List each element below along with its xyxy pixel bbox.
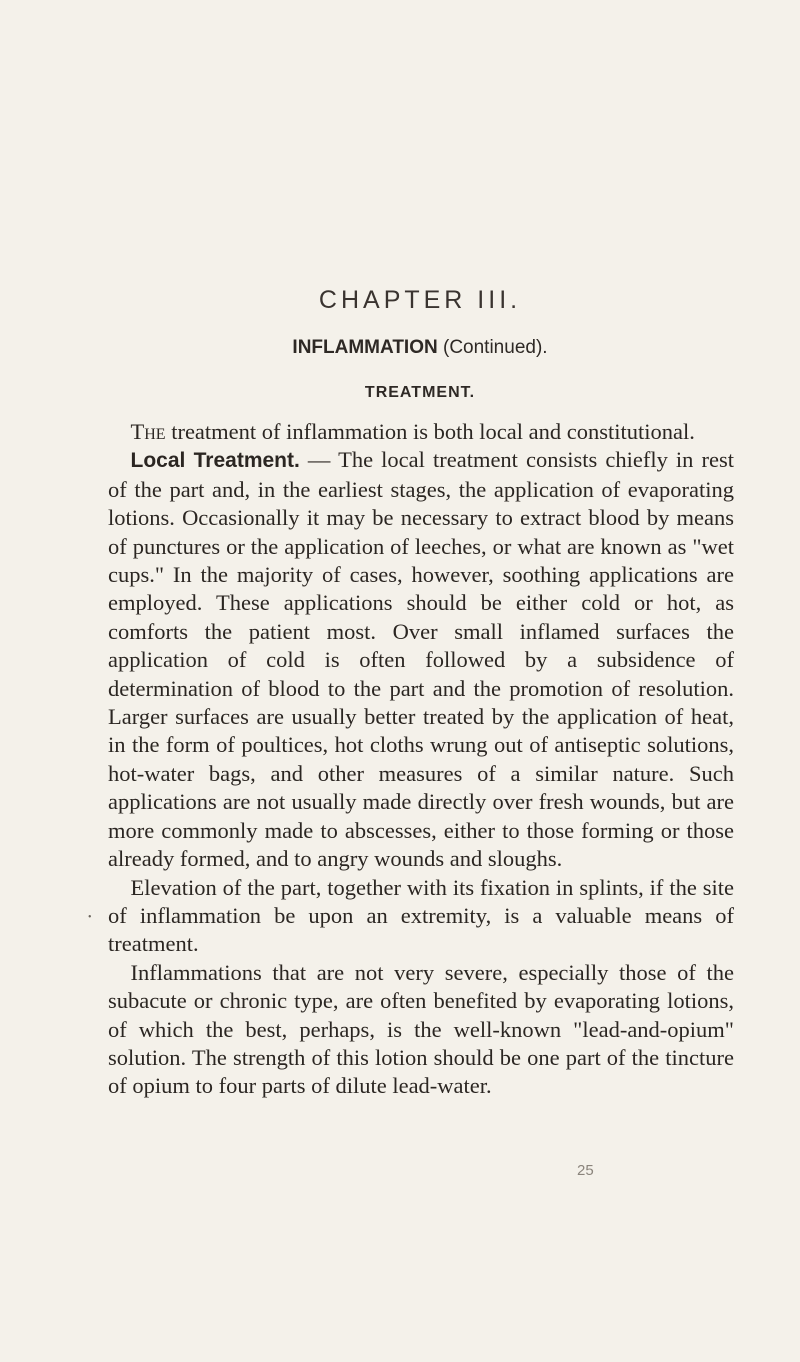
page-number: 25 (577, 1162, 594, 1179)
run-in-heading: Local Treatment. (130, 449, 300, 473)
chapter-subtitle (0, 337, 800, 359)
margin-mark: • (88, 912, 92, 923)
paragraph-elevation: Elevation of the part, together with its fixation in splints, if the site of inflammation be upon an extremity, is a valuable means of treatment. (108, 874, 734, 957)
paragraph-intro (108, 418, 734, 446)
section-heading: TREATMENT. (364, 384, 476, 401)
chapter-heading: CHAPTER III. (318, 286, 522, 314)
paragraph-lotions: Inflammations that are not very severe, especially those of the subacute or chronic type, are often benefited by evaporating lotions, of which the best, perhaps, is the well-known "lead-and-opium" solution. The strength of this lotion should be one part of the tincture of opium to four parts of dilute lead-water. (108, 959, 734, 1099)
paragraph-intro-text: treatment of inflammation is both local and constitutional. (165, 419, 695, 444)
paragraph-intro-lead: The (130, 419, 166, 444)
paragraph-local-treatment-text: — The local treatment consists chiefly in rest of the part and, in the earliest stages, the application of evaporating lotions. Occasionally it may be necessary to extract blood by means of punctures or the application of leeches, or what are known as "wet cups." In the majority of cases, however, soothing applications are employed. These applications should be either cold or hot, as comforts the patient most. Over small inflamed surfaces the application of cold is often followed by a subsidence of determination of blood to the part and the promotion of resolution. Larger surfaces are usually better treated by the application of heat, in the form of poultices, hot cloths wrung out of antiseptic solutions, hot-water bags, and other measures of a similar nature. Such applications are not usually made directly over fresh wounds, but are more commonly made to abscesses, either to those forming or those already formed, and to angry wounds and sloughs. (108, 447, 734, 872)
subtitle-main: INFLAMMATION (292, 337, 438, 358)
subtitle-parenthetical: (Continued). (443, 337, 548, 358)
paragraph-local-treatment (108, 446, 734, 873)
body-text (108, 418, 734, 1101)
